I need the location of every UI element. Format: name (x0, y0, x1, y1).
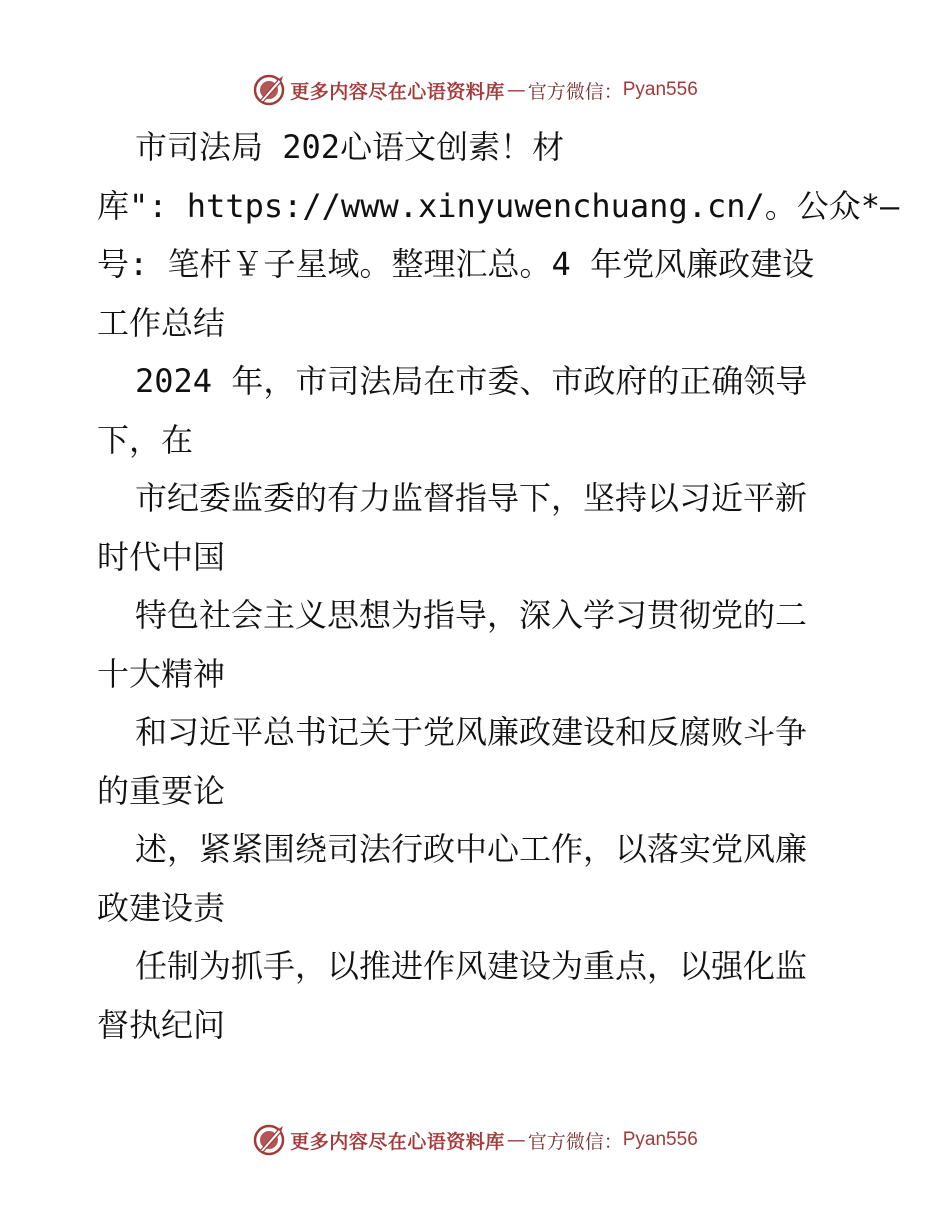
body-line: 任制为抓手，以推进作风建设为重点，以强化监 (135, 947, 808, 985)
body-line: 2024 年，市司法局在市委、市政府的正确领导 (135, 362, 808, 400)
body-line: 政建设责 (97, 888, 226, 927)
body-line: 号: 笔杆￥子星域。整理汇总。4 年党风廉政建设 (97, 245, 815, 283)
footer-watermark-banner (0, 1120, 950, 1160)
body-line: 的重要论 (97, 771, 226, 810)
header-watermark-banner (0, 70, 950, 110)
document-body (97, 118, 900, 1054)
wechat-id: Pyan556 (622, 79, 698, 100)
wechat-id: Pyan556 (622, 1129, 698, 1150)
brand-text: 更多内容尽在心语资料库 (290, 80, 505, 103)
body-line: 述，紧紧围绕司法行政中心工作，以落实党风廉 (135, 830, 808, 868)
brand-text: 更多内容尽在心语资料库 (290, 1130, 505, 1153)
separator-dash: — (506, 79, 526, 101)
body-line: 市纪委监委的有力监督指导下，坚持以习近平新 (135, 479, 808, 517)
body-line: 十大精神 (97, 654, 226, 693)
body-line: 市司法局 202心语文创素！材 (135, 128, 565, 166)
body-line: 下，在 (97, 420, 194, 459)
body-line: 库": https://www.xinyuwenchuang.cn/。公众*— (97, 186, 900, 225)
quill-seal-logo-icon (252, 1123, 286, 1157)
body-line: 督执纪问 (97, 1005, 226, 1044)
body-line: 时代中国 (97, 537, 226, 576)
body-line: 工作总结 (97, 303, 226, 342)
separator-dash: — (506, 1129, 526, 1151)
body-line: 和习近平总书记关于党风廉政建设和反腐败斗争 (135, 713, 808, 751)
wechat-label: 官方微信： (527, 80, 623, 103)
body-line: 特色社会主义思想为指导，深入学习贯彻党的二 (135, 596, 808, 634)
quill-seal-logo-icon (252, 73, 286, 107)
wechat-label: 官方微信： (527, 1130, 623, 1153)
